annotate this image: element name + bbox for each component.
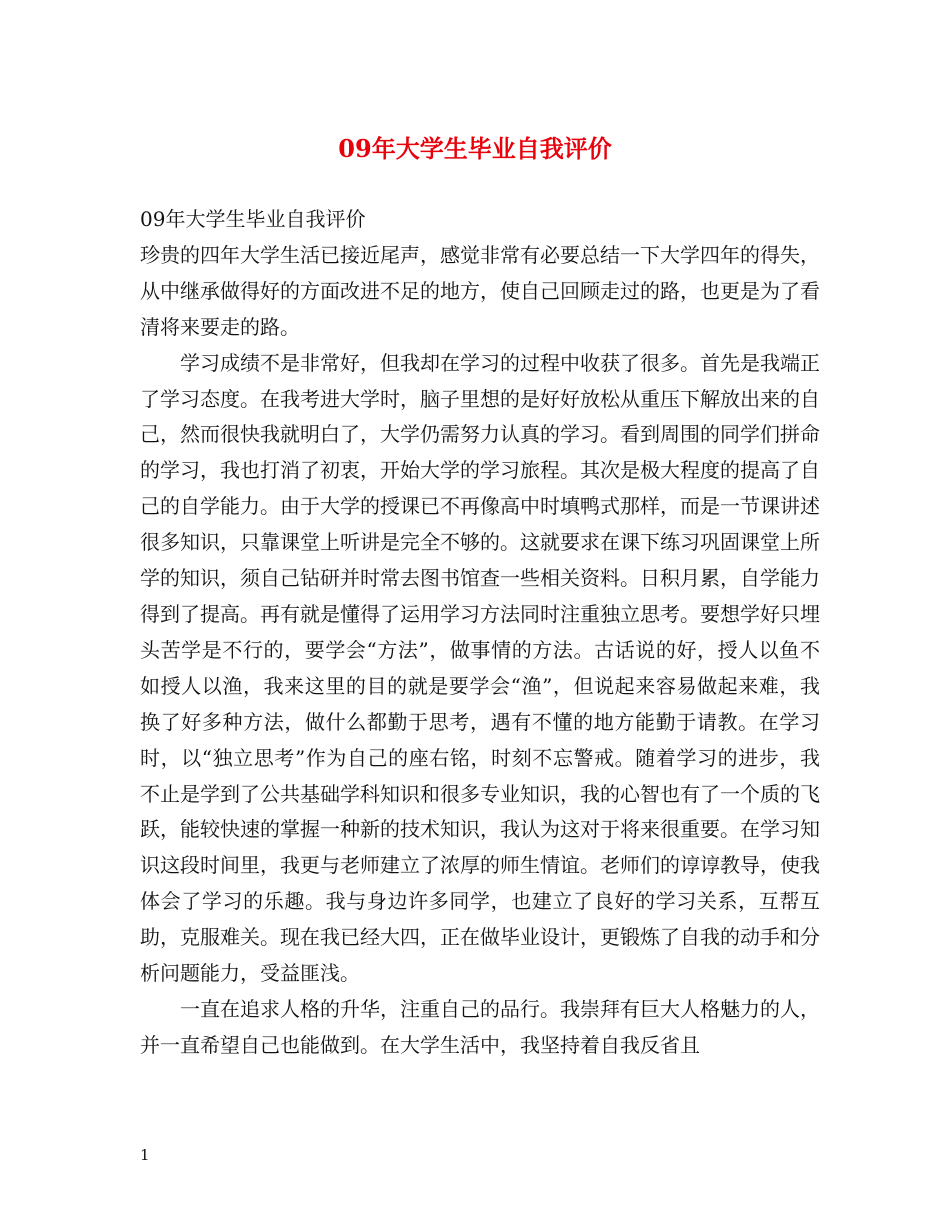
document-title: 09年大学生毕业自我评价: [338, 134, 612, 163]
document-subtitle: 09年大学生毕业自我评价: [140, 207, 366, 231]
document-body: [140, 202, 820, 1064]
paragraph-study: 学习成绩不是非常好，但我却在学习的过程中收获了很多。首先是我端正了学习态度。在我考进大学时，脑子里想的是好好放松从重压下解放出来的自己，然而很快我就明白了，大学仍需努力认真的学习。看到周围的同学们拼命的学习，我也打消了初衷，开始大学的学习旅程。其次是极大程度的提高了自己的自学能力。由于大学的授课已不再像高中时填鸭式那样，而是一节课讲述很多知识，只靠课堂上听讲是完全不够的。这就要求在课下练习巩固课堂上所学的知识，须自己钻研并时常去图书馆查一些相关资料。日积月累，自学能力得到了提高。再有就是懂得了运用学习方法同时注重独立思考。要想学好只埋头苦学是不行的，要学会“方法”，做事情的方法。古话说的好，授人以鱼不如授人以渔，我来这里的目的就是要学会“渔”，但说起来容易做起来难，我换了好多种方法，做什么都勤于思考，遇有不懂的地方能勤于请教。在学习时，以“独立思考”作为自己的座右铭，时刻不忘警戒。随着学习的进步，我不止是学到了公共基础学科知识和很多专业知识，我的心智也有了一个质的飞跃，能较快速的掌握一种新的技术知识，我认为这对于将来很重要。在学习知识这段时间里，我更与老师建立了浓厚的师生情谊。老师们的谆谆教导，使我体会了学习的乐趣。我与身边许多同学，也建立了良好的学习关系，互帮互助，克服难关。现在我已经大四，正在做毕业设计，更锻炼了自我的动手和分析问题能力，受益匪浅。: [140, 350, 820, 986]
paragraph-intro: 珍贵的四年大学生活已接近尾声，感觉非常有必要总结一下大学四年的得失，从中继承做得好的方面改进不足的地方，使自己回顾走过的路，也更是为了看清将来要走的路。: [140, 242, 820, 339]
page-number: 1: [140, 1146, 150, 1164]
paragraph-character: 一直在追求人格的升华，注重自己的品行。我崇拜有巨大人格魅力的人，并一直希望自己也能做到。在大学生活中，我坚持着自我反省且: [140, 996, 820, 1057]
